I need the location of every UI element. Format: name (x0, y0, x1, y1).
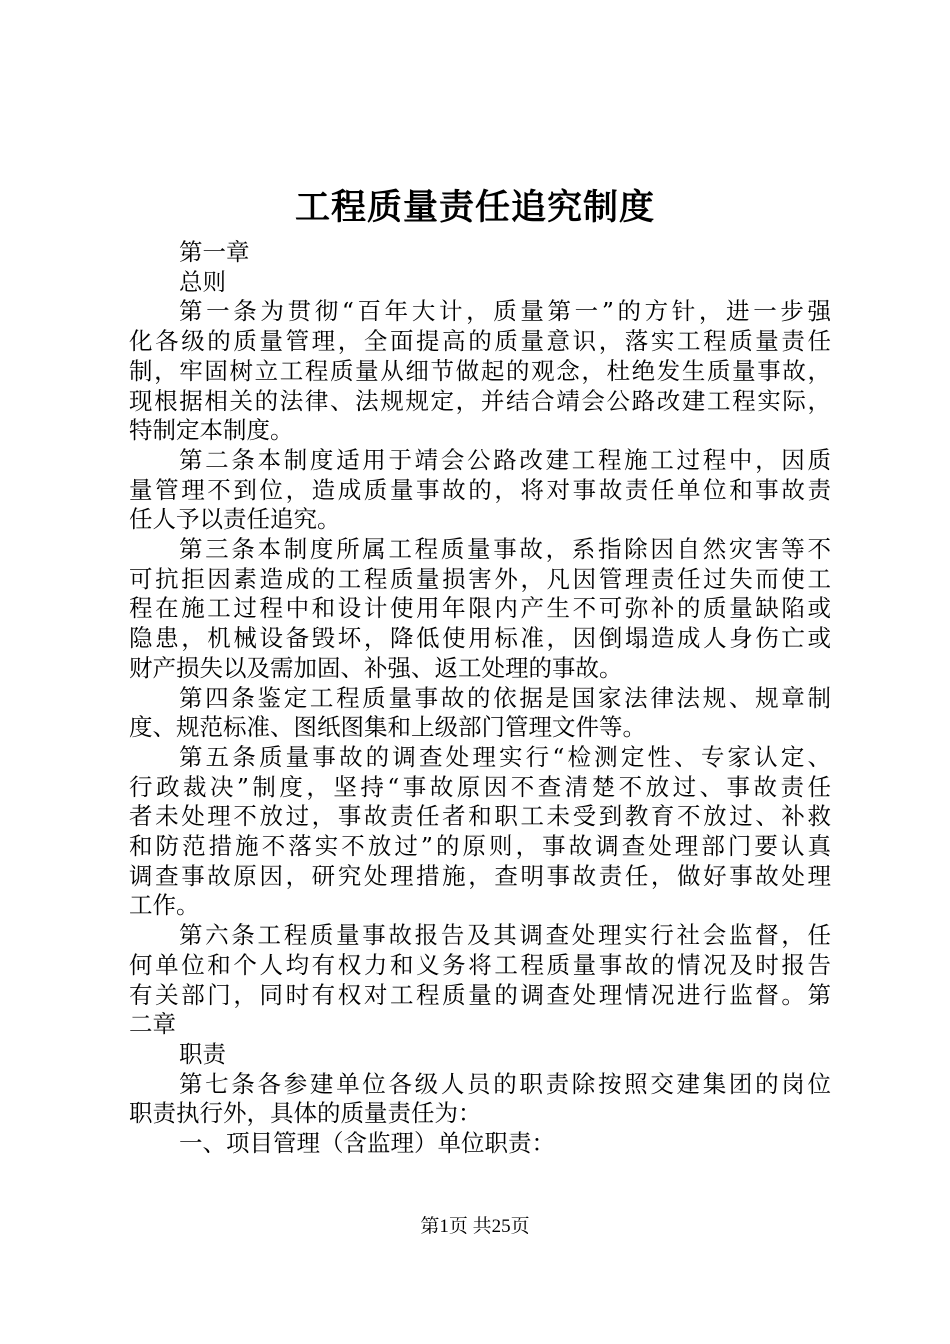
page-number: 第1页 共25页 (420, 1216, 530, 1237)
text-line: 何单位和个人均有权力和义务将工程质量事故的情况及时报告 (129, 950, 831, 979)
text-line: 和防范措施不落实不放过”的原则，事故调查处理部门要认真 (129, 832, 831, 861)
text-line: 调查事故原因，研究处理措施，查明事故责任，做好事故处理 (129, 861, 831, 890)
document-body (129, 238, 831, 1159)
section-heading: 一、项目管理（含监理）单位职责： (179, 1129, 555, 1158)
text-line: 工作。 (129, 891, 200, 920)
text-line: 程在施工过程中和设计使用年限内产生不可弥补的质量缺陷或 (129, 594, 831, 623)
text-line: 第二条本制度适用于靖会公路改建工程施工过程中，因质 (179, 445, 831, 474)
text-line: 特制定本制度。 (129, 416, 294, 445)
text-line: 度、规范标准、图纸图集和上级部门管理文件等。 (129, 713, 646, 742)
chapter-heading: 第一章 (179, 238, 250, 266)
text-line: 第三条本制度所属工程质量事故，系指除因自然灾害等不 (179, 535, 831, 564)
text-line: 有关部门，同时有权对工程质量的调查处理情况进行监督。第 (129, 980, 831, 1009)
text-line: 第七条各参建单位各级人员的职责除按照交建集团的岗位 (179, 1069, 831, 1098)
chapter-subtitle: 总则 (179, 267, 226, 296)
text-line: 第四条鉴定工程质量事故的依据是国家法律法规、规章制 (179, 683, 831, 712)
text-line: 行政裁决”制度，坚持“事故原因不查清楚不放过、事故责任 (129, 772, 831, 801)
text-line: 职责执行外，具体的质量责任为： (129, 1099, 482, 1128)
text-line: 第六条工程质量事故报告及其调查处理实行社会监督，任 (179, 921, 831, 950)
text-line: 者未处理不放过，事故责任者和职工未受到教育不放过、补救 (129, 802, 831, 831)
text-line: 制，牢固树立工程质量从细节做起的观念，杜绝发生质量事故， (129, 356, 831, 385)
document-title: 工程质量责任追究制度 (294, 187, 655, 228)
text-line: 现根据相关的法律、法规规定，并结合靖会公路改建工程实际， (129, 386, 831, 415)
chapter-subtitle: 职责 (179, 1039, 226, 1068)
text-line: 第五条质量事故的调查处理实行“检测定性、专家认定、 (179, 742, 831, 771)
text-line: 任人予以责任追究。 (129, 505, 341, 534)
text-line: 量管理不到位，造成质量事故的，将对事故责任单位和事故责 (129, 475, 831, 504)
text-line: 二章 (129, 1010, 176, 1039)
text-line: 隐患，机械设备毁坏，降低使用标准，因倒塌造成人身伤亡或 (129, 624, 831, 653)
text-line: 财产损失以及需加固、补强、返工处理的事故。 (129, 653, 623, 682)
text-line: 第一条为贯彻“百年大计，质量第一”的方针，进一步强 (179, 297, 831, 326)
text-line: 可抗拒因素造成的工程质量损害外，凡因管理责任过失而使工 (129, 564, 831, 593)
text-line: 化各级的质量管理，全面提高的质量意识，落实工程质量责任 (129, 327, 831, 356)
